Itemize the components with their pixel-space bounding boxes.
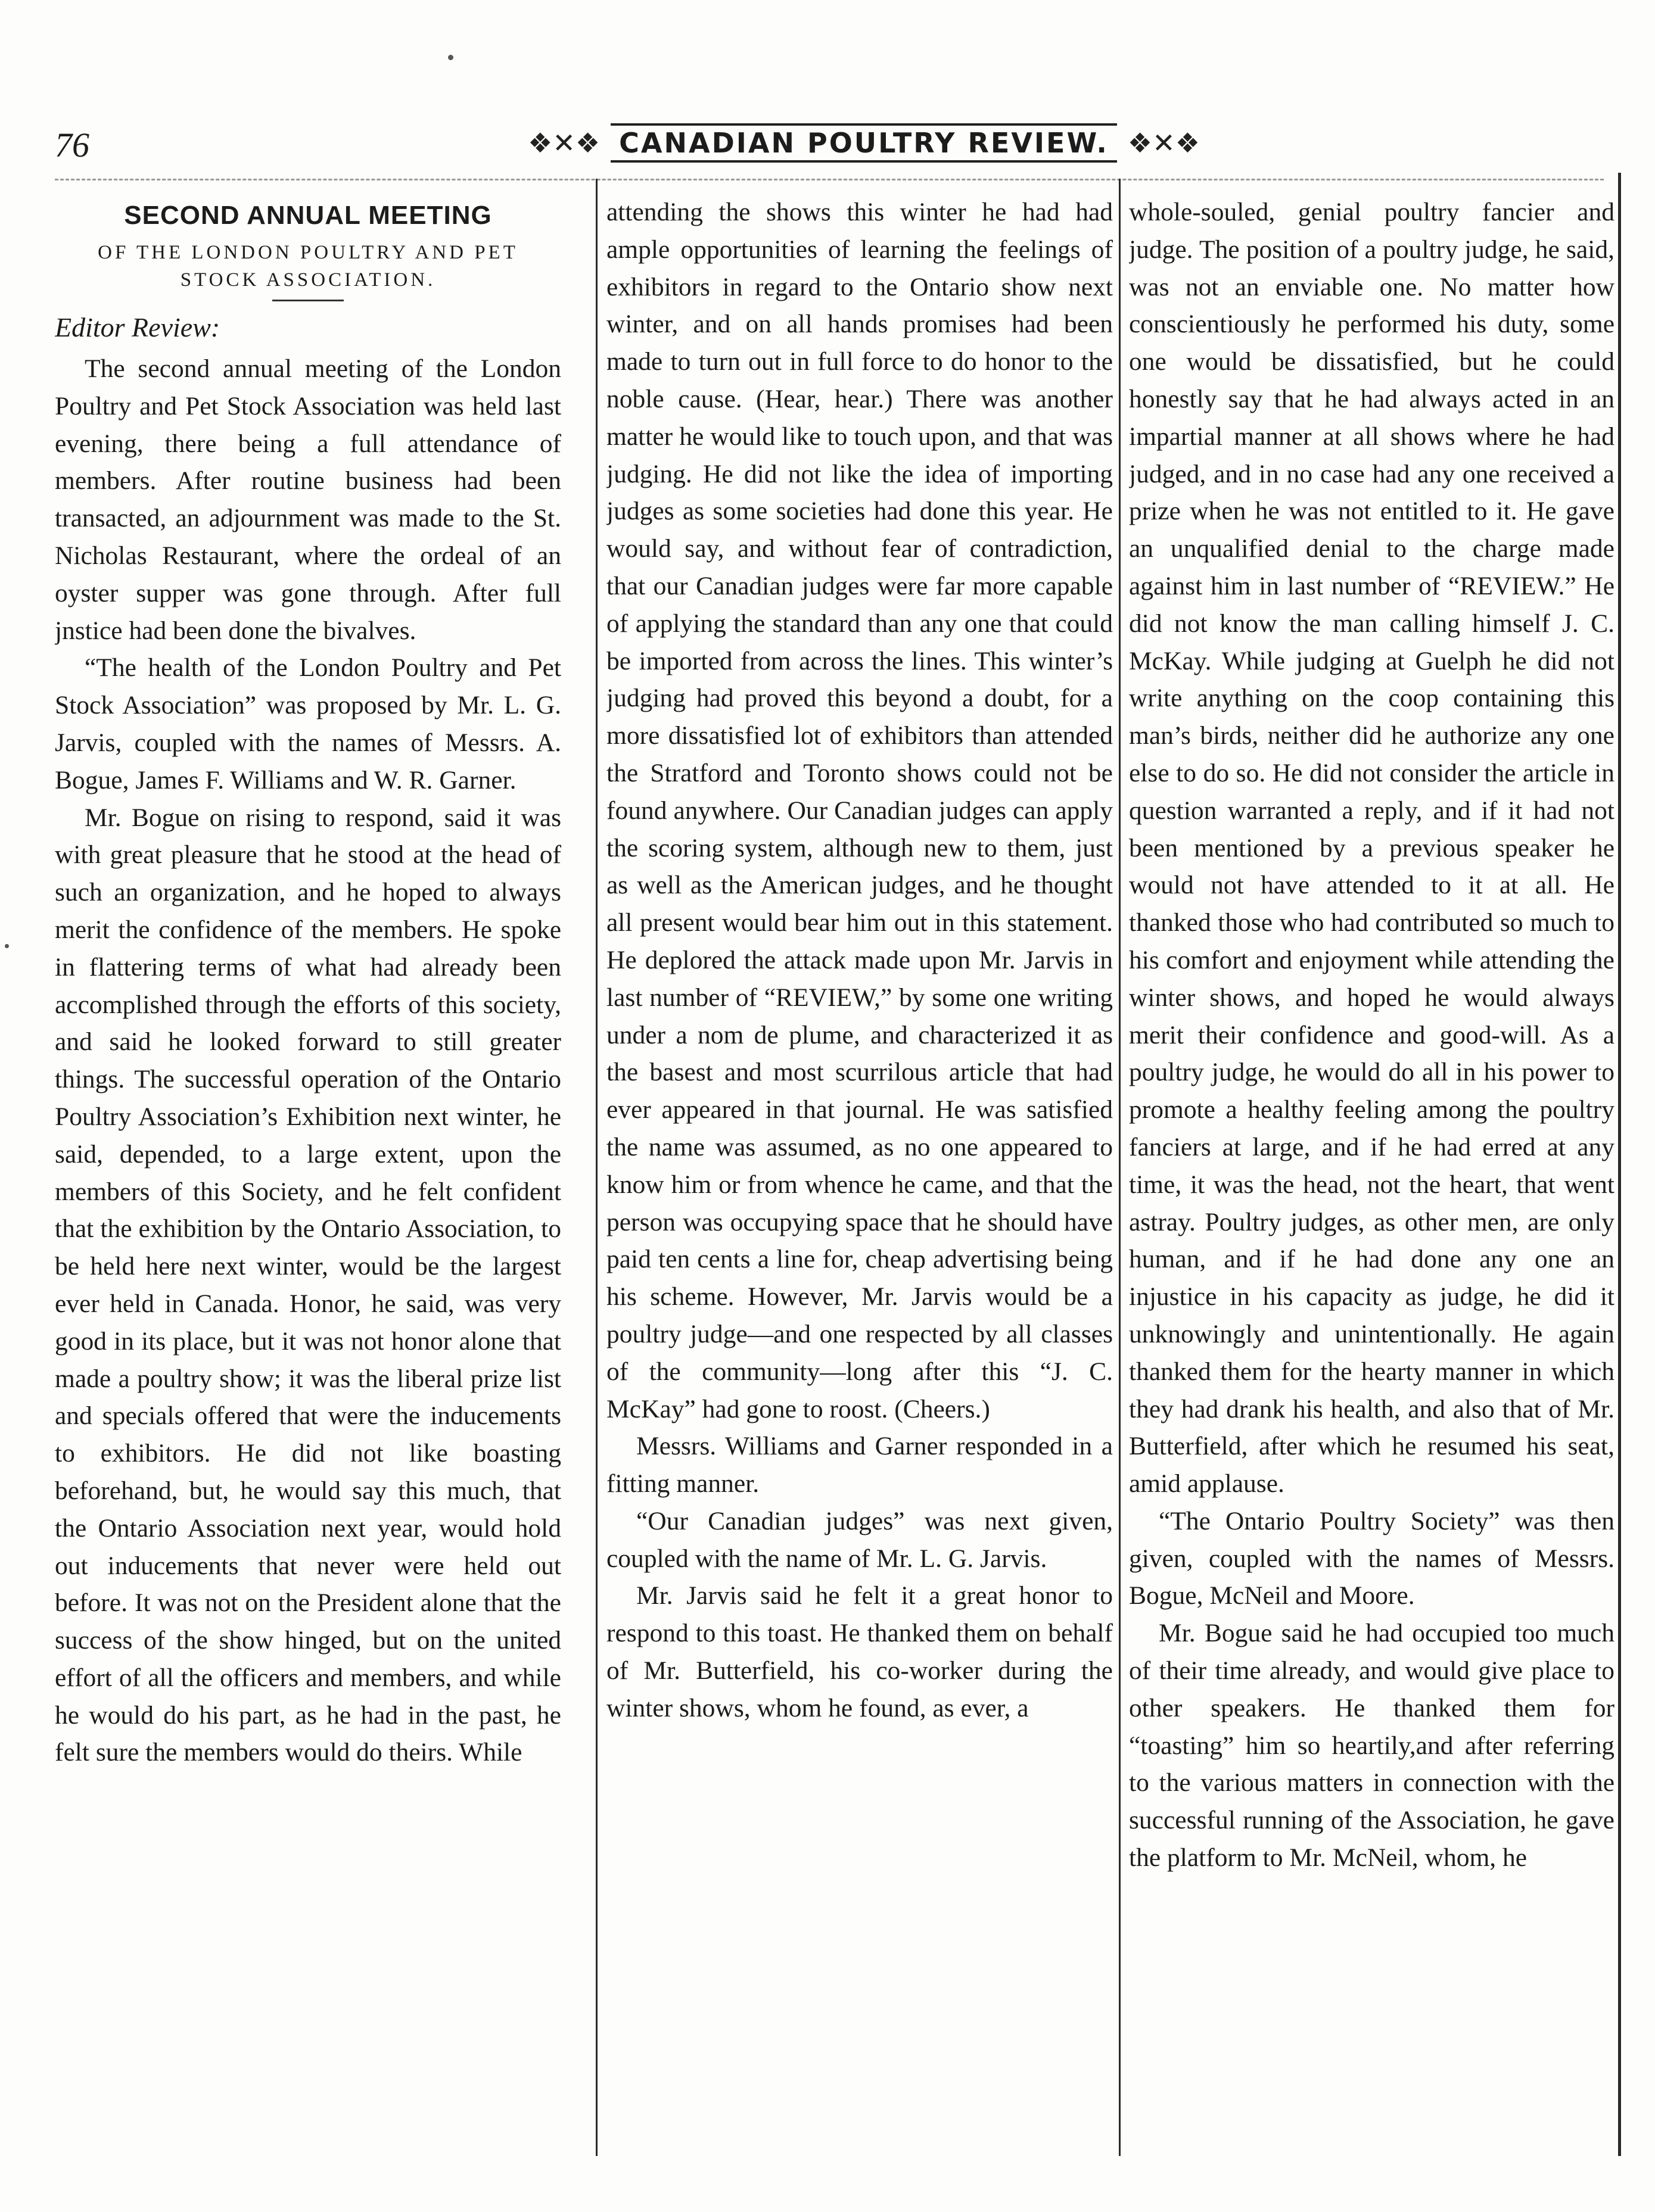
masthead-title: CANADIAN POULTRY REVIEW. — [611, 123, 1117, 163]
column-1 — [55, 194, 561, 2159]
article-subtitle: OF THE LONDON POULTRY AND PET STOCK ASSOCIATION. — [98, 242, 518, 291]
print-speck — [448, 55, 453, 60]
masthead-ornament-right-icon: ❖✕❖ — [1127, 127, 1200, 159]
title-rule — [272, 300, 344, 301]
paragraph: Mr. Bogue on rising to respond, said it was with great pleasure that he stood at the head of such an organization, and he hoped to always merit the confidence of the members. He spoke in flattering terms of what had already been accomplished through the efforts of this society, and said he looked forward to still greater things. The successful operation of the Ontario Poultry Association’s Exhibition next winter, he said, depended, to a large extent, upon the members of this Society, and he felt confident that the exhibition by the Ontario Association, to be held here next winter, would be the largest ever held in Canada. Honor, he said, was very good in its place, but it was not honor alone that made a poultry show; it was the liberal prize list and specials offered that were the inducements to exhibitors. He did not like boasting beforehand, but, he would say this much, that the Ontario Association next year, would hold out inducements that never were held out before. It was not on the President alone that the success of the show hinged, but on the united effort of all the officers and members, and while he would do his part, as he had in the past, he felt sure the members would do theirs. While — [55, 803, 561, 1767]
column-rule — [596, 179, 598, 2156]
masthead — [528, 119, 1200, 167]
column-rule — [1119, 179, 1121, 2156]
paragraph: Messrs. Williams and Garner responded in a fitting manner. — [606, 1432, 1113, 1498]
paragraph: The second annual meeting of the London Poultry and Pet Stock Association was held last evening, there being a full attendance of members. After routine business had been transacted, an adjournment was made to the St. Nicholas Restaurant, where the ordeal of an oyster supper was gone through. After full jnstice had been done the bivalves. — [55, 354, 561, 645]
paragraph: whole-souled, genial poultry fancier and judge. The position of a poultry judge, he said, was not an enviable one. No matter how conscientiously he performed his duty, some one would be dissatisfied, but he could honestly say that he had always acted in an impartial manner at all shows where he had judged, and in no case had any one received a prize when he was not entitled to it. He gave an unqualified denial to the charge made against him in last number of “REVIEW.” He did not know the man calling himself J. C. McKay. While judging at Guelph he did not write anything on the coop containing this man’s birds, neither did he authorize any one else to do so. He did not consider the article in question warranted a reply, and if it had not been mentioned by a previous speaker he would not have attended to it at all. He thanked those who had contributed so much to his comfort and enjoyment while attending the winter shows, and hoped he would always merit their confidence and good-will. As a poultry judge, he would do all in his power to promote a healthy feeling among the poultry fanciers at large, and if he had erred at any time, it was the head, not the heart, that went astray. Poultry judges, as other men, are only human, and if he had done any one an injustice in his capacity as judge, he did it unknowingly and unintentionally. He again thanked them for the hearty manner in which they had drank his health, and also that of Mr. Butterfield, after which he resumed his seat, amid applause. — [1129, 198, 1614, 1498]
paragraph: attending the shows this winter he had had ample opportunities of learning the feelings of exhibitors in regard to the Ontario show next winter, and on all hands promises had been made to turn out in full force to do honor to the noble cause. (Hear, hear.) There was another matter he would like to touch upon, and that was judging. He did not like the idea of importing judges as some societies had done this year. He would say, and without fear of contradiction, that our Canadian judges were far more capable of applying the standard than any one that could be imported from across the lines. This winter’s judging had proved this beyond a doubt, for a more dissatisfied lot of exhibitors than attended the Stratford and Toronto shows could not be found anywhere. Our Canadian judges can apply the scoring system, although new to them, just as well as the American judges, and he thought all present would bear him out in this statement. He deplored the attack made upon Mr. Jarvis in last number of “REVIEW,” by some one writing under a nom de plume, and characterized it as the basest and most scurrilous article that had ever appeared in that journal. He was satisfied the name was assumed, as no one appeared to know him or from whence he came, and that the person was occupying space that he should have paid ten cents a line for, cheap advertising being his scheme. However, Mr. Jarvis would be a poultry judge—and one respected by all classes of the community—long after this “J. C. McKay” had gone to roost. (Cheers.) — [606, 198, 1113, 1423]
article-title: SECOND ANNUAL MEETING — [124, 201, 492, 230]
salutation: Editor Review: — [55, 312, 220, 342]
column-3 — [1129, 194, 1614, 2159]
masthead-ornament-left-icon: ❖✕❖ — [528, 127, 601, 159]
paragraph: “The health of the London Poultry and Pet Stock Association” was proposed by Mr. L. G. Jarvis, coupled with the names of Messrs. A. Bogue, James F. Williams and W. R. Garner. — [55, 653, 561, 795]
paragraph: Mr. Jarvis said he felt it a great honor to respond to this toast. He thanked them on behalf of Mr. Butterfield, his co-worker during the winter shows, whom he found, as ever, a — [606, 1581, 1113, 1722]
print-speck — [5, 944, 9, 948]
page-edge-rule — [1618, 173, 1621, 2156]
paragraph: Mr. Bogue said he had occupied too much of their time already, and would give place to other speakers. He thanked them for “toasting” him so heartily,and after referring to the various matters in connection with the successful running of the Association, he gave the platform to Mr. McNeil, whom, he — [1129, 1619, 1614, 1873]
column-2 — [606, 194, 1113, 2159]
header-rule — [55, 179, 1604, 180]
paragraph: “The Ontario Poultry Society” was then given, coupled with the names of Messrs. Bogue, McNeil and Moore. — [1129, 1506, 1614, 1610]
paragraph: “Our Canadian judges” was next given, coupled with the name of Mr. L. G. Jarvis. — [606, 1506, 1113, 1573]
page-number: 76 — [55, 126, 89, 164]
